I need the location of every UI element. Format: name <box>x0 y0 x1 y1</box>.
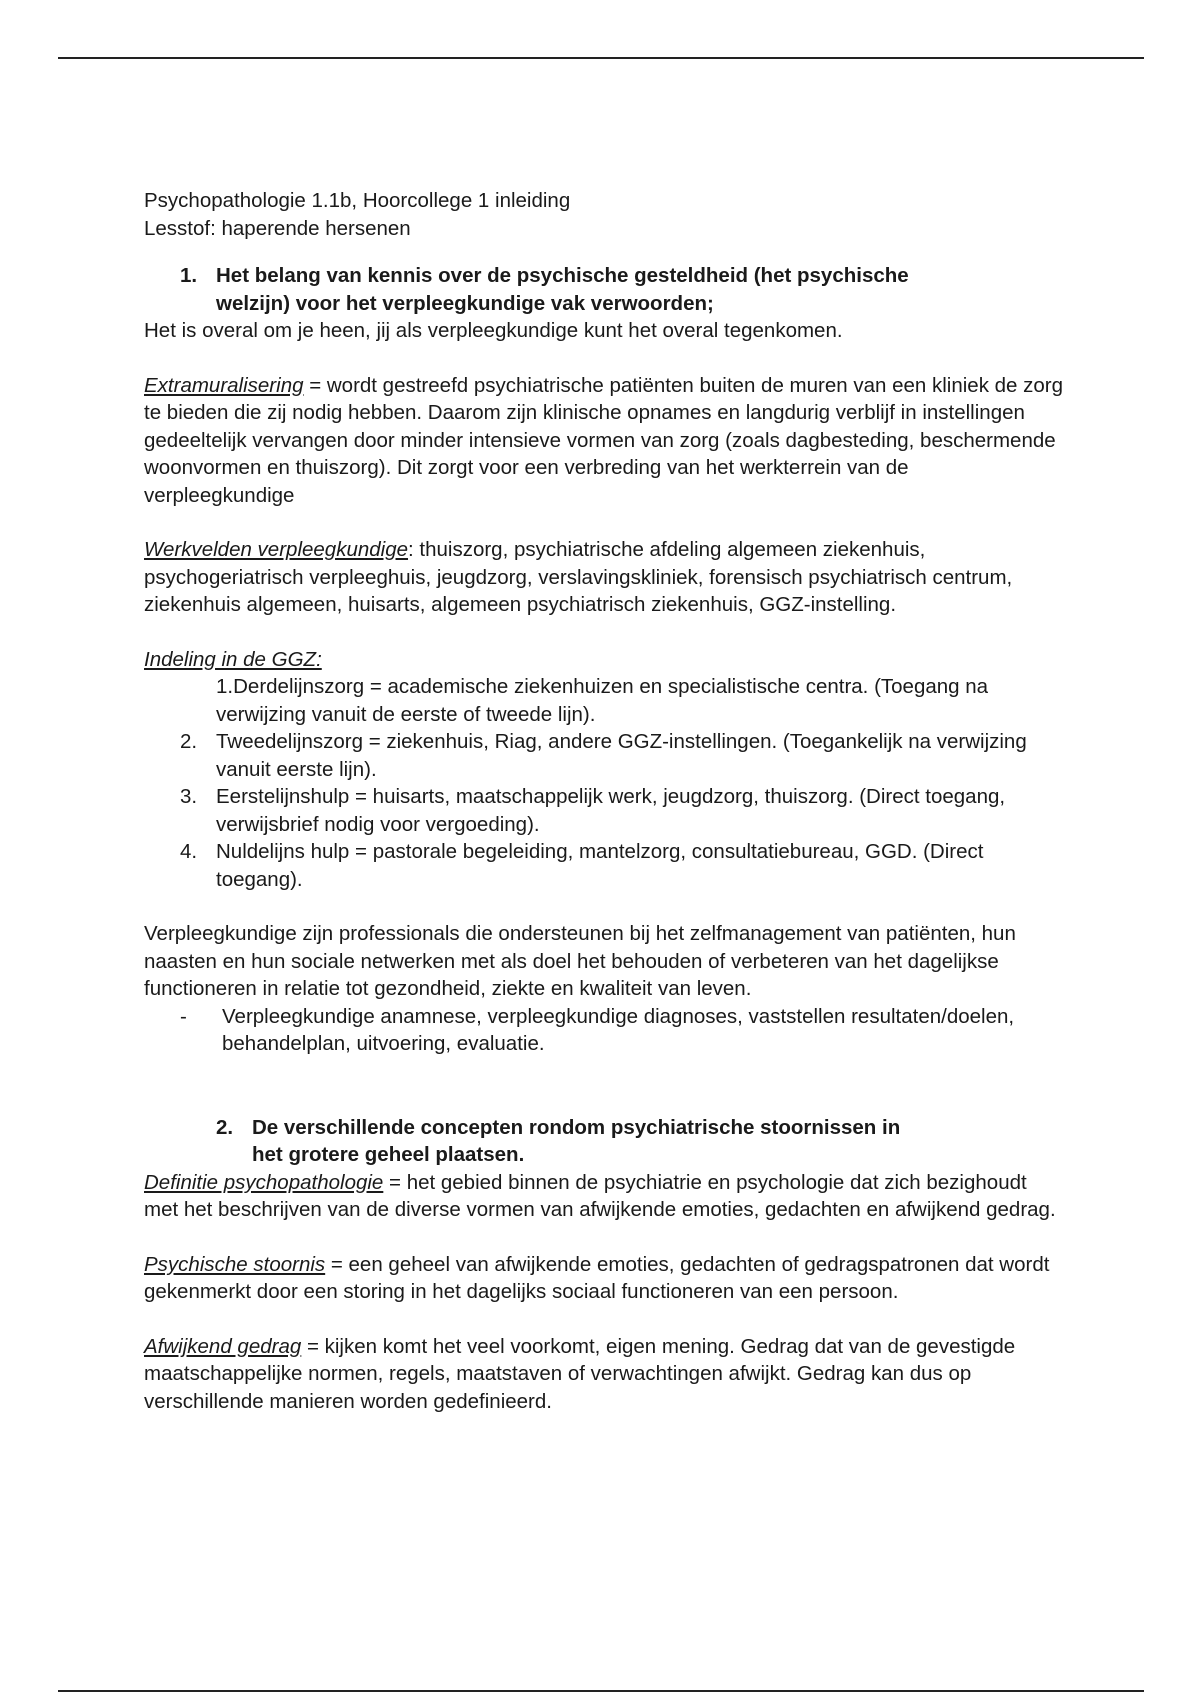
section-2-heading-line1: De verschillende concepten rondom psychiatrische stoornissen in <box>252 1115 901 1139</box>
extramuralisering-term: Extramuralisering <box>144 373 304 397</box>
list-item-text: Derdelijnszorg = academische ziekenhuizen en specialistische centra. (Toegang na verwijzing vanuit de eerste of tweede lijn). <box>216 675 989 726</box>
list-item-number: 4. <box>180 840 198 863</box>
list-item-number: 3. <box>180 785 198 808</box>
list-item-text: Tweedelijnszorg = ziekenhuis, Riag, andere GGZ-instellingen. (Toegankelijk na verwijzing vanuit eerste lijn). <box>216 730 1027 781</box>
verpleegkundige-paragraph: Verpleegkundige zijn professionals die ondersteunen bij het zelfmanagement van patiënten, hun naasten en hun sociale netwerken met als doel het behouden of verbeteren van het dagelijkse functioneren in relatie tot gezondheid, ziekte en kwaliteit van leven. <box>144 922 1016 1000</box>
dash-list-item <box>144 1003 1064 1058</box>
dash-item-text: Verpleegkundige anamnese, verpleegkundige diagnoses, vaststellen resultaten/doelen, behandelplan, uitvoering, evaluatie. <box>222 1004 1015 1055</box>
afwijkend-term: Afwijkend gedrag <box>144 1334 302 1358</box>
list-item <box>144 838 1064 893</box>
section-1-heading <box>144 262 1064 317</box>
bottom-rule <box>58 1690 1144 1692</box>
dash-marker: - <box>180 1004 187 1028</box>
lesstof-line: Lesstof: haperende hersenen <box>144 216 411 240</box>
section-2-number: 2. <box>216 1115 234 1139</box>
list-item-number: 2. <box>180 730 198 753</box>
list-item-number: 1. <box>216 675 234 698</box>
werkvelden-term: Werkvelden verpleegkundige <box>144 538 409 561</box>
stoornis-term: Psychische stoornis <box>144 1252 326 1276</box>
extramuralisering-paragraph <box>144 372 1064 510</box>
list-item <box>144 728 1064 783</box>
document-page <box>144 187 1064 1415</box>
extramuralisering-text: = wordt gestreefd psychiatrische patiënten buiten de muren van een kliniek de zorg te bieden die zij nodig hebben. Daarom zijn klinische opnames en langdurig verblijf in instellingen gedeeltelijk vervangen door minder intensieve vormen van zorg (zoals dagbesteding, beschermende woonvormen en thuiszorg). Dit zorgt voor een verbreding van het werkterrein van de verpleegkundige <box>144 373 1064 507</box>
section-1-heading-line2: welzijn) voor het verpleegkundige vak verwoorden; <box>216 291 714 315</box>
list-item <box>144 673 1064 728</box>
stoornis-paragraph <box>144 1251 1064 1306</box>
section-2-heading-line2: het grotere geheel plaatsen. <box>252 1143 525 1166</box>
werkvelden-text: : thuiszorg, psychiatrische afdeling algemeen ziekenhuis, psychogeriatrisch verpleeghuis, jeugdzorg, verslavingskliniek, forensisch psychiatrisch centrum, ziekenhuis algemeen, huisarts, algemeen psychiatrisch ziekenhuis, GGZ-instelling. <box>144 538 1013 616</box>
indeling-term: Indeling in de GGZ: <box>144 647 322 671</box>
afwijkend-paragraph <box>144 1333 1064 1416</box>
section-1-number: 1. <box>180 264 198 287</box>
indeling-heading <box>144 646 1064 674</box>
list-item <box>144 783 1064 838</box>
definitie-term: Definitie psychopathologie <box>144 1170 384 1194</box>
section-1-heading-line1: Het belang van kennis over de psychische gesteldheid (het psychische <box>216 264 909 287</box>
document-title: Psychopathologie 1.1b, Hoorcollege 1 inleiding <box>144 189 571 212</box>
werkvelden-paragraph <box>144 536 1064 619</box>
definitie-text: = het gebied binnen de psychiatrie en psychologie dat zich bezighoudt met het beschrijven van de diverse vormen van afwijkende emoties, gedachten en afwijkend gedrag. <box>144 1170 1056 1221</box>
afwijkend-text: = kijken komt het veel voorkomt, eigen mening. Gedrag dat van de gevestigde maatschappelijke normen, regels, maatstaven of verwachtingen afwijkt. Gedrag kan dus op verschillende manieren worden gedefinieerd. <box>144 1334 1016 1413</box>
stoornis-text: = een geheel van afwijkende emoties, gedachten of gedragspatronen dat wordt gekenmerkt door een storing in het dagelijks sociaal functioneren van een persoon. <box>144 1252 1050 1303</box>
top-rule <box>58 57 1144 59</box>
definitie-paragraph <box>144 1169 1064 1224</box>
list-item-text: Eerstelijnshulp = huisarts, maatschappelijk werk, jeugdzorg, thuiszorg. (Direct toegang, verwijsbrief nodig voor vergoeding). <box>216 785 1006 836</box>
section-2-heading <box>144 1114 1064 1169</box>
list-item-text: Nuldelijns hulp = pastorale begeleiding, mantelzorg, consultatiebureau, GGD. (Direct toegang). <box>216 840 984 891</box>
section-1-intro: Het is overal om je heen, jij als verpleegkundige kunt het overal tegenkomen. <box>144 319 843 342</box>
